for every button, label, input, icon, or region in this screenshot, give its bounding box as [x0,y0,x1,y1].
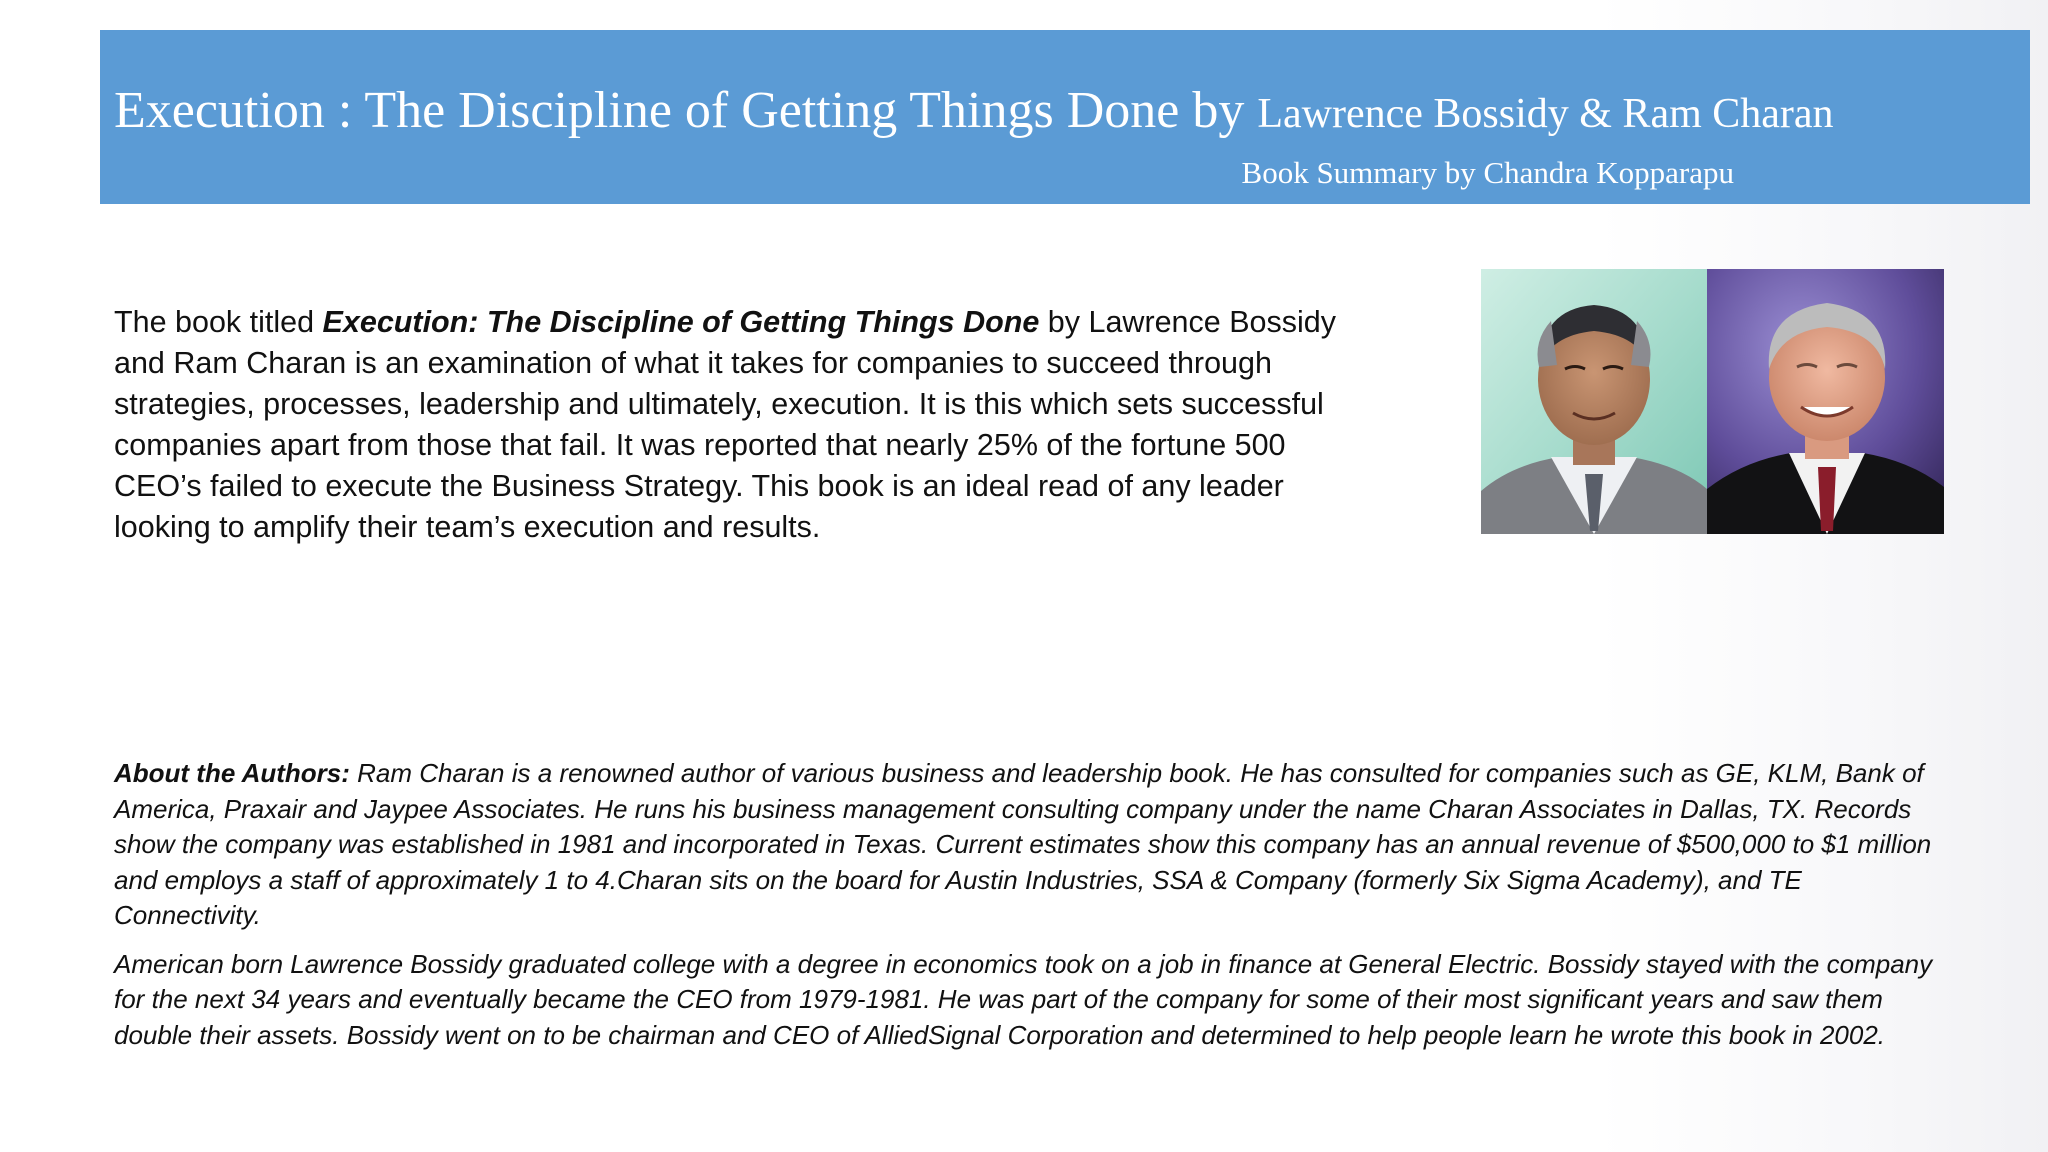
portrait-lawrence-bossidy-icon [1707,269,1944,534]
intro-prefix: The book titled [114,305,323,339]
intro-paragraph [114,302,1344,548]
about-paragraph-charan [114,756,1944,934]
subtitle: Book Summary by Chandra Kopparapu [1241,155,1734,190]
author-photos [1481,269,1944,534]
portrait-ram-charan-icon [1481,269,1707,534]
about-authors-section [114,756,1944,1066]
page-title [114,78,1874,147]
title-authors: Lawrence Bossidy & Ram Charan [1257,91,1834,137]
about-label: About the Authors: [114,758,350,788]
about-paragraph-bossidy: American born Lawrence Bossidy graduated college with a degree in economics took on a job in finance at General Electric. Bossidy stayed with the company for the next 34 years and eventually became the CEO from 1979-1981. He was part of the company for some of their most significant years and saw them double their assets. Bossidy went on to be chairman and CEO of AlliedSignal Corporation and determined to help people learn he wrote this book in 2002. [114,948,1933,1050]
about-text-charan: Ram Charan is a renowned author of various business and leadership book. He has consulted for companies such as GE, KLM, Bank of America, Praxair and Jaypee Associates. He runs his business management consulting company under the name Charan Associates in Dallas, TX. Records show the company was established in 1981 and incorporated in Texas. Current estimates show this company has an annual revenue of $500,000 to $1 million and employs a staff of approximately 1 to 4.Charan sits on the board for Austin Industries, SSA & Company (formerly Six Sigma Academy), and TE Connectivity. [114,758,1932,930]
title-main: Execution : The Discipline of Getting Things Done by [114,82,1245,139]
intro-book-title: Execution: The Discipline of Getting Things Done [322,305,1040,339]
intro-body: by Lawrence Bossidy and Ram Charan is an examination of what it takes for companies to succeed through strategies, processes, leadership and ultimately, execution. It is this which sets successful companies apart from those that fail. It was reported that nearly 25% of the fortune 500 CEO’s failed to execute the Business Strategy. This book is an ideal read of any leader looking to amplify their team’s execution and results. [114,305,1337,544]
